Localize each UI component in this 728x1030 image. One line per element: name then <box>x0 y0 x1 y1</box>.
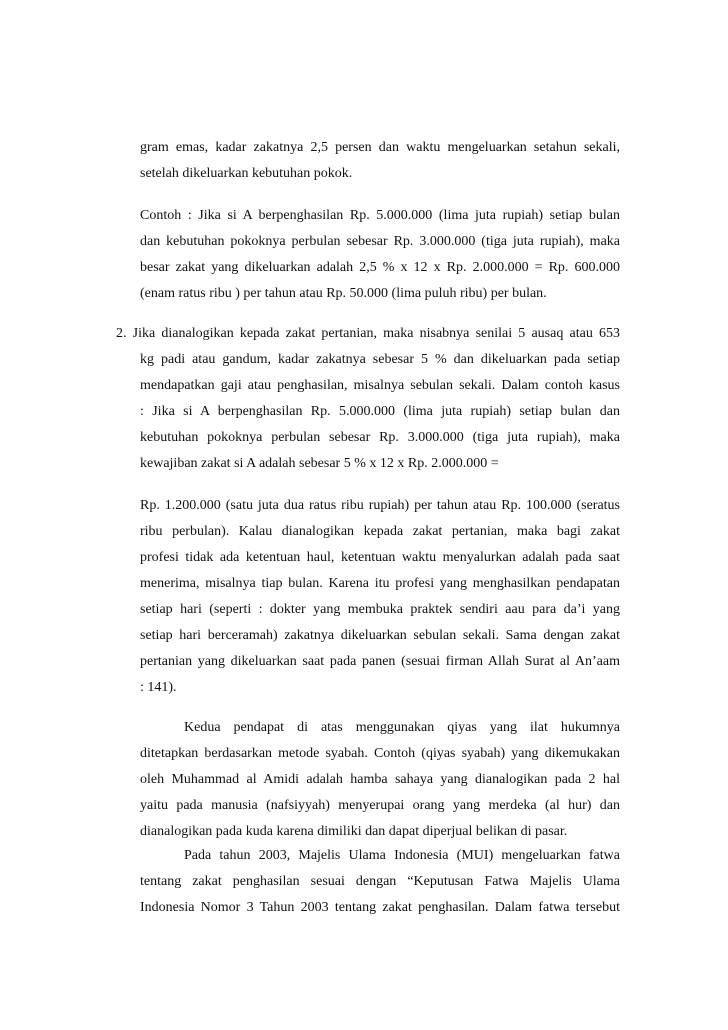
paragraph-first-line: Kedua pendapat di atas menggunakan qiyas yang ilat hukumnya <box>184 720 620 735</box>
text-line: ribu perbulan). Kalau dianalogikan kepada zakat pertanian, maka bagi zakat <box>140 524 620 539</box>
text-line: setiap hari berceramah) zakatnya dikeluarkan sebulan sekali. Sama dengan zakat <box>140 628 620 643</box>
text-line: besar zakat yang dikeluarkan adalah 2,5 % x 12 x Rp. 2.000.000 = Rp. 600.000 <box>140 260 620 275</box>
text-line: : Jika si A berpenghasilan Rp. 5.000.000 (lima juta rupiah) setiap bulan dan <box>140 404 620 419</box>
text-line: kg padi atau gandum, kadar zakatnya sebesar 5 % dan dikeluarkan pada setiap <box>140 352 620 367</box>
text-line: menerima, misalnya tiap bulan. Karena itu profesi yang menghasilkan pendapatan <box>140 576 620 591</box>
paragraph-first-line: Pada tahun 2003, Majelis Ulama Indonesia (MUI) mengeluarkan fatwa <box>184 848 620 863</box>
text-line: mendapatkan gaji atau penghasilan, misalnya sebulan sekali. Dalam contoh kasus <box>140 378 620 393</box>
text-line: Contoh : Jika si A berpenghasilan Rp. 5.000.000 (lima juta rupiah) setiap bulan <box>140 208 620 223</box>
text-line: kebutuhan pokoknya perbulan sebesar Rp. 3.000.000 (tiga juta rupiah), maka <box>140 430 620 445</box>
text-line: (enam ratus ribu ) per tahun atau Rp. 50.000 (lima puluh ribu) per bulan. <box>140 286 547 301</box>
text-line: kewajiban zakat si A adalah sebesar 5 % x 12 x Rp. 2.000.000 = <box>140 456 499 471</box>
text-line: dan kebutuhan pokoknya perbulan sebesar Rp. 3.000.000 (tiga juta rupiah), maka <box>140 234 620 249</box>
text-line: dianalogikan pada kuda karena dimiliki dan dapat diperjual belikan di pasar. <box>140 824 568 839</box>
text-line: setelah dikeluarkan kebutuhan pokok. <box>140 166 353 181</box>
list-item-2-first-line: 2. Jika dianalogikan kepada zakat pertanian, maka nisabnya senilai 5 ausaq atau 653 <box>116 326 620 341</box>
text-line: pertanian yang dikeluarkan saat pada panen (sesuai firman Allah Surat al An’aam <box>140 654 620 669</box>
text-line: ditetapkan berdasarkan metode syabah. Contoh (qiyas syabah) yang dikemukakan <box>140 746 620 761</box>
text-line: setiap hari (seperti : dokter yang membuka praktek sendiri aau para da’i yang <box>140 602 620 617</box>
text-line: yaitu pada manusia (nafsiyyah) menyerupai orang yang merdeka (al hur) dan <box>140 798 620 813</box>
text-line: Rp. 1.200.000 (satu juta dua ratus ribu rupiah) per tahun atau Rp. 100.000 (seratus <box>140 498 620 513</box>
text-line: Indonesia Nomor 3 Tahun 2003 tentang zakat penghasilan. Dalam fatwa tersebut <box>140 900 620 915</box>
text-line: profesi tidak ada ketentuan haul, ketentuan waktu menyalurkan adalah pada saat <box>140 550 620 565</box>
text-line: oleh Muhammad al Amidi adalah hamba sahaya yang dianalogikan pada 2 hal <box>140 772 620 787</box>
text-line: gram emas, kadar zakatnya 2,5 persen dan waktu mengeluarkan setahun sekali, <box>140 140 620 155</box>
text-line: : 141). <box>140 680 177 695</box>
text-line: tentang zakat penghasilan sesuai dengan “Keputusan Fatwa Majelis Ulama <box>140 874 620 889</box>
